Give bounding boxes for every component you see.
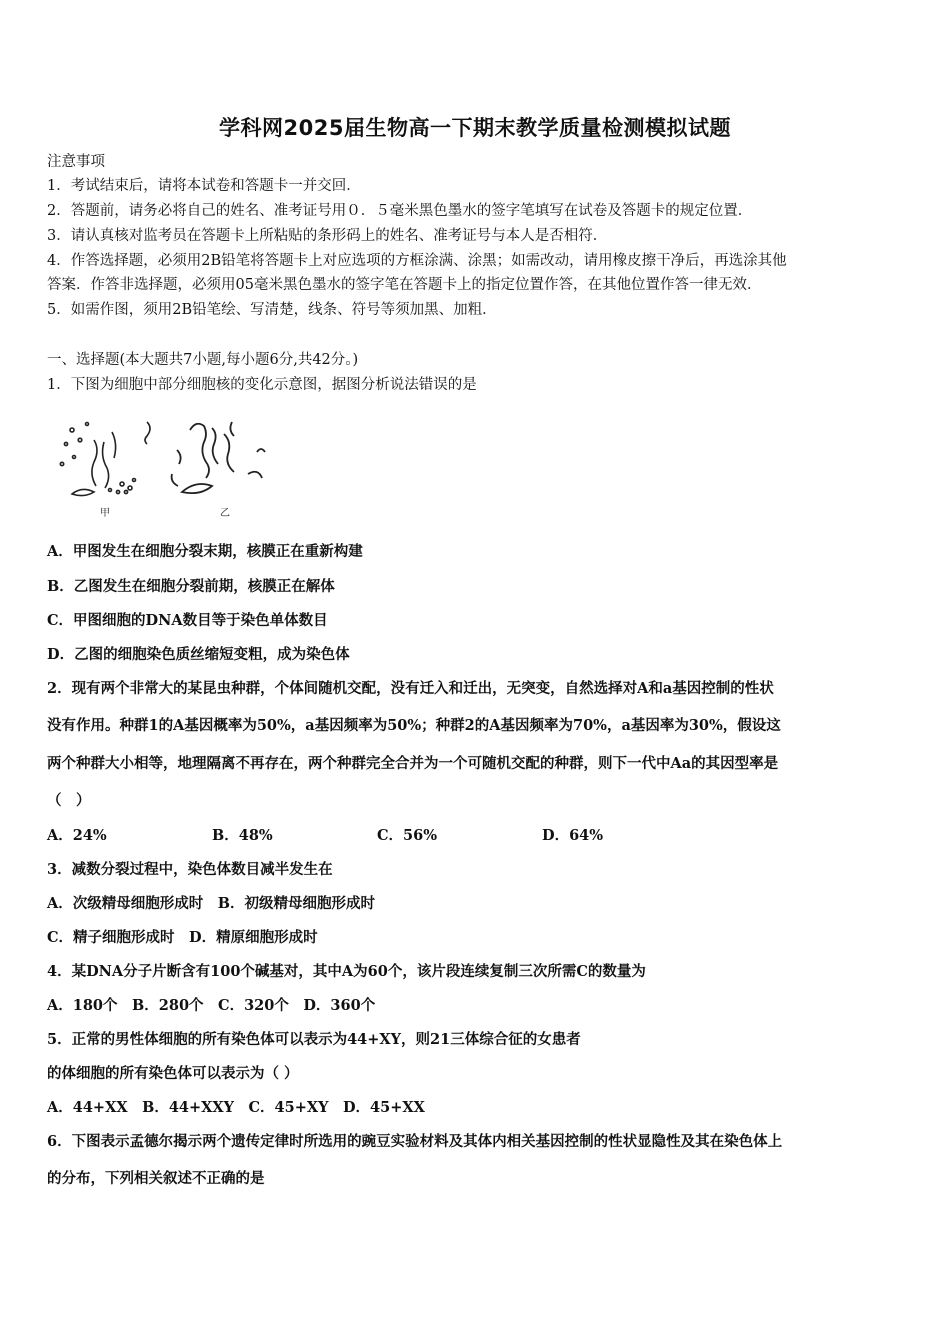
section-heading: 一、选择题(本大题共7小题,每小题6分,共42分。) xyxy=(47,352,359,368)
q2-stem-line: 没有作用。种群1的A基因概率为50%，a基因频率为50%；种群2的A基因频率为70%，a基因率为30%，假设这 xyxy=(47,717,781,734)
q1-option-c[interactable]: C．甲图细胞的DNA数目等于染色单体数目 xyxy=(47,612,328,629)
q5-options[interactable]: A．44+XX B．44+XXY C．45+XY D．45+XX xyxy=(47,1099,425,1116)
q6-stem-line2: 的分布，下列相关叙述不正确的是 xyxy=(47,1170,265,1187)
q1-option-a[interactable]: A．甲图发生在细胞分裂末期，核膜正在重新构建 xyxy=(47,543,363,560)
q2-stem-line: 两个种群大小相等，地理隔离不再存在，两个种群完全合并为一个可随机交配的种群，则下一代中Aa的其因型率是 xyxy=(47,755,779,772)
page-title: 学科网2025届生物高一下期末教学质量检测模拟试题 xyxy=(219,116,731,140)
q2-stem-line: 2．现有两个非常大的某昆虫种群，个体间随机交配，没有迁入和迁出，无突变，自然选择对A和a基因控制的性状 xyxy=(47,680,774,697)
q3-options-row2[interactable]: C．精子细胞形成时 D．精原细胞形成时 xyxy=(47,929,318,946)
notice-heading: 注意事项 xyxy=(47,154,105,170)
q5-stem-line2: 的体细胞的所有染色体可以表示为（ ） xyxy=(47,1065,299,1082)
q1-option-d[interactable]: D．乙图的细胞染色质丝缩短变粗，成为染色体 xyxy=(47,646,350,663)
cell-b-drawing xyxy=(172,422,265,493)
nucleus-diagram xyxy=(52,412,282,522)
q5-stem-line1: 5．正常的男性体细胞的所有染色体可以表示为44+XY，则21三体综合征的女患者 xyxy=(47,1031,581,1048)
notice-item: 答案．作答非选择题，必须用05毫米黑色墨水的签字笔在答题卡上的指定位置作答，在其他位置作答一律无效． xyxy=(47,277,762,293)
q4-stem: 4．某DNA分子片断含有100个碱基对，其中A为60个，该片段连续复制三次所需C的数量为 xyxy=(47,963,646,980)
q2-option-c[interactable]: C．56% xyxy=(377,827,437,844)
q1-stem: 1．下图为细胞中部分细胞核的变化示意图，据图分析说法错误的是 xyxy=(47,377,477,393)
q3-stem: 3．减数分裂过程中，染色体数目减半发生在 xyxy=(47,861,333,878)
notice-item: 2．答题前，请务必将自己的姓名、准考证号用０．５毫米黑色墨水的签字笔填写在试卷及答题卡的规定位置． xyxy=(47,203,753,219)
q6-stem-line1: 6．下图表示孟德尔揭示两个遗传定律时所选用的豌豆实验材料及其体内相关基因控制的性状显隐性及其在染色体上 xyxy=(47,1133,783,1150)
q2-option-b[interactable]: B．48% xyxy=(212,827,273,844)
q2-option-d[interactable]: D．64% xyxy=(542,827,604,844)
q2-stem-line: （ ） xyxy=(47,792,91,809)
q2-option-a[interactable]: A．24% xyxy=(47,827,107,844)
notice-item: 1．考试结束后，请将本试卷和答题卡一并交回． xyxy=(47,178,361,194)
q3-options-row1[interactable]: A．次级精母细胞形成时 B．初级精母细胞形成时 xyxy=(47,895,376,912)
q1-figure xyxy=(52,412,282,522)
figure-label-a: 甲 xyxy=(100,508,110,519)
figure-label-b: 乙 xyxy=(220,508,230,519)
q4-options[interactable]: A．180个 B．280个 C．320个 D．360个 xyxy=(47,997,376,1014)
notice-item: 5．如需作图，须用2B铅笔绘、写清楚，线条、符号等须加黑、加粗． xyxy=(47,302,497,318)
q1-option-b[interactable]: B．乙图发生在细胞分裂前期，核膜正在解体 xyxy=(47,578,335,595)
cell-a-drawing xyxy=(60,422,150,496)
notice-item: 4．作答选择题，必须用2B铅笔将答题卡上对应选项的方框涂满、涂黑；如需改动，请用橡皮擦干净后，再选涂其他 xyxy=(47,253,787,269)
notice-item: 3．请认真核对监考员在答题卡上所粘贴的条形码上的姓名、准考证号与本人是否相符． xyxy=(47,228,608,244)
